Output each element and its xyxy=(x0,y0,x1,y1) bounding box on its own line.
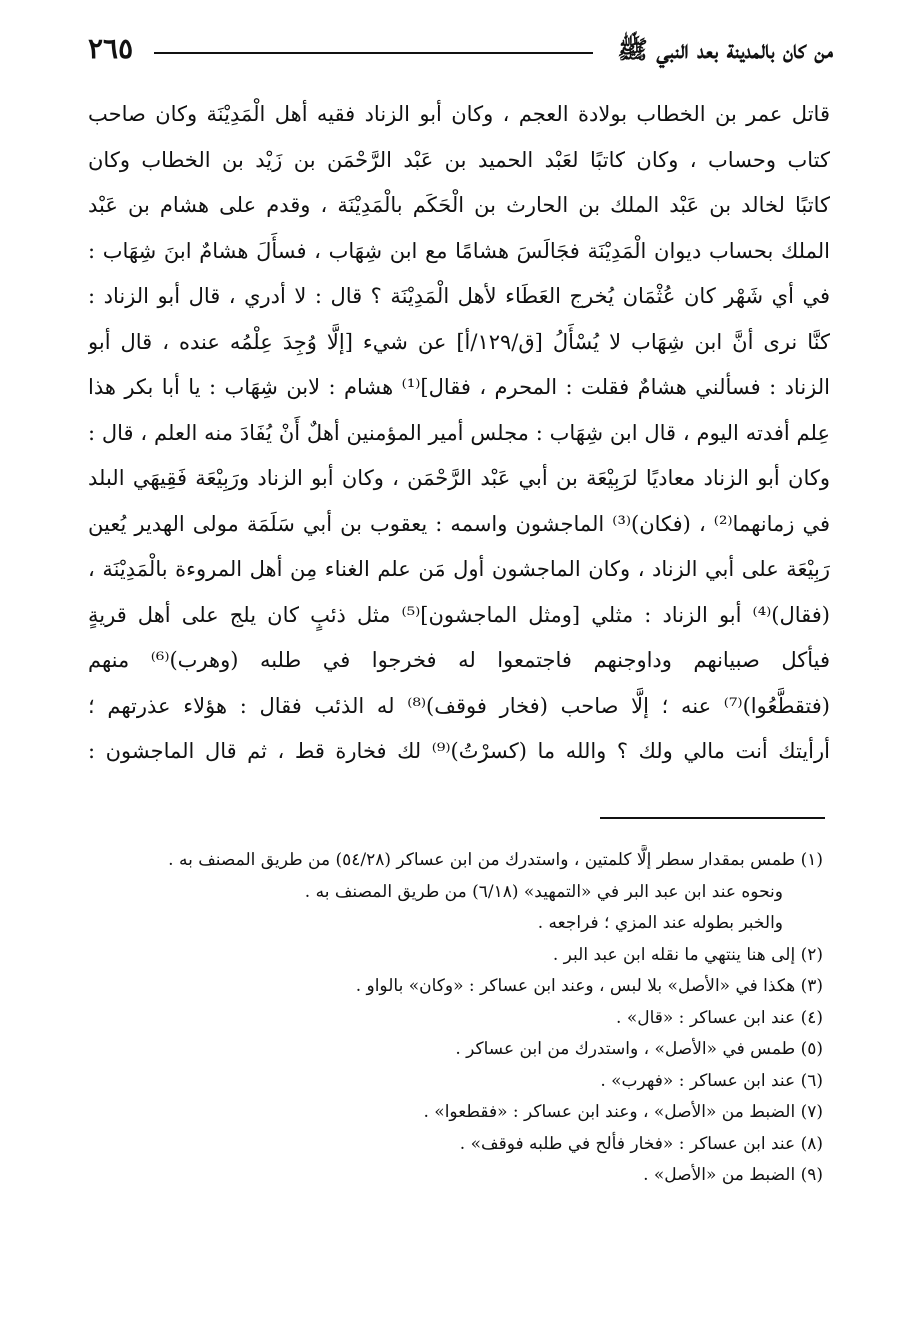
text-line: في أي شَهْر كان عُثْمَان يُخرج العَطَاء لأهل الْمَدِيْنَة ؟ قال : لا أدري ، قال أبو الزناد : xyxy=(88,284,830,308)
footnote: (٦) عند ابن عساكر : «فهرب» . xyxy=(600,1070,823,1091)
page-number: ٢٦٥ xyxy=(88,32,134,65)
running-head: من كان بالمدينة بعد النبي ﷺ xyxy=(617,35,833,64)
footnote: (٨) عند ابن عساكر : «فخار فألح في طلبه فوقف» . xyxy=(459,1133,823,1154)
text-line: في زمانهما⁽²⁾ ، (فكان)⁽³⁾ الماجشون واسمه : يعقوب بن أبي سَلَمَة مولى الهدير يُعين xyxy=(88,511,830,536)
text-line: رَبِيْعَة على أبي الزناد ، وكان الماجشون أول مَن علم الغناء مِن أهل المروءة بالْمَدِيْنَة ، xyxy=(88,557,830,581)
footnote-separator xyxy=(600,817,825,819)
footnote: (٩) الضبط من «الأصل» . xyxy=(643,1165,823,1185)
footnote: ونحوه عند ابن عبد البر في «التمهيد» (٦/١٨) من طريق المصنف به . xyxy=(304,881,783,902)
text-line: الملك بحساب ديوان الْمَدِيْنَة فجَالَسَ هشامًا مع ابن شِهَاب ، فسأَلَ هشامٌ ابنَ شِهَاب : xyxy=(88,238,830,263)
text-line: وكان أبو الزناد معاديًا لرَبِيْعَة بن أبي عَبْد الرَّحْمَن ، وكان أبو الزناد ورَبِيْعَة فَقِيهَي البلد xyxy=(88,466,830,490)
text-line: قاتل عمر بن الخطاب بولادة العجم ، وكان أبو الزناد فقيه أهل الْمَدِيْنَة وكان صاحب xyxy=(88,102,830,126)
footnote: (١) طمس بمقدار سطر إلَّا كلمتين ، واستدرك من ابن عساكر (٥٤/٢٨) من طريق المصنف به . xyxy=(168,850,823,870)
main-text xyxy=(88,92,830,775)
footnote: (٧) الضبط من «الأصل» ، وعند ابن عساكر : «فقطعوا» . xyxy=(423,1102,823,1122)
text-line: (فقال)⁽⁴⁾ أبو الزناد : مثلي [ومثل الماجشون]⁽⁵⁾ مثل ذئبٍ كان يلج على أهل قريةٍ xyxy=(88,602,830,627)
text-line: كاتبًا لخالد بن عَبْد الملك بن الحارث بن الْحَكَم بالْمَدِيْنَة ، وقدم على هشام بن عَبْد xyxy=(88,193,830,217)
footnotes xyxy=(88,845,823,1192)
text-line: الزناد : فسألني هشامٌ فقلت : المحرم ، فقال]⁽¹⁾ هشام : لابن شِهَاب : يا أبا بكر هذا xyxy=(88,375,830,399)
text-line: كتاب وحساب ، وكان كاتبًا لعَبْد الحميد بن عَبْد الرَّحْمَن بن زَيْد بن الخطاب وكان xyxy=(88,147,830,172)
text-line: عِلم أفدته اليوم ، قال ابن شِهَاب : مجلس أمير المؤمنين أهلٌ أَنْ يُفَادَ منه العلم ، قال : xyxy=(88,420,830,445)
text-line: فيأكل صبيانهم وداوجنهم فاجتمعوا له فخرجوا في طلبه (وهرب)⁽⁶⁾ منهم xyxy=(88,648,830,672)
text-line: (فتقطَّعُوا)⁽⁷⁾ عنه ؛ إلَّا صاحب (فخار فوقف)⁽⁸⁾ له الذئب فقال : هؤلاء عذرتهم ؛ xyxy=(88,693,830,718)
text-line: أرأيتك أنت مالي ولك ؟ والله ما (كسرْتُ)⁽⁹⁾ لك فخارة قط ، ثم قال الماجشون : xyxy=(88,739,830,763)
footnote: (٥) طمس في «الأصل» ، واستدرك من ابن عساكر . xyxy=(455,1039,823,1059)
footnote: (٤) عند ابن عساكر : «قال» . xyxy=(616,1007,823,1028)
footnote: (٣) هكذا في «الأصل» بلا لبس ، وعند ابن عساكر : «وكان» بالواو . xyxy=(355,976,823,996)
footnote: (٢) إلى هنا ينتهي ما نقله ابن عبد البر . xyxy=(552,944,823,965)
header-rule xyxy=(154,52,593,54)
text-line: كنَّا نرى أنَّ ابن شِهَاب لا يُسْأَلُ [ق/١٢٩/أ] عن شيء [إلَّا وُجِدَ عِلْمُه عنده ، قال أبو xyxy=(88,329,830,354)
footnote: والخبر بطوله عند المزي ؛ فراجعه . xyxy=(537,913,783,933)
page-header xyxy=(88,30,833,74)
